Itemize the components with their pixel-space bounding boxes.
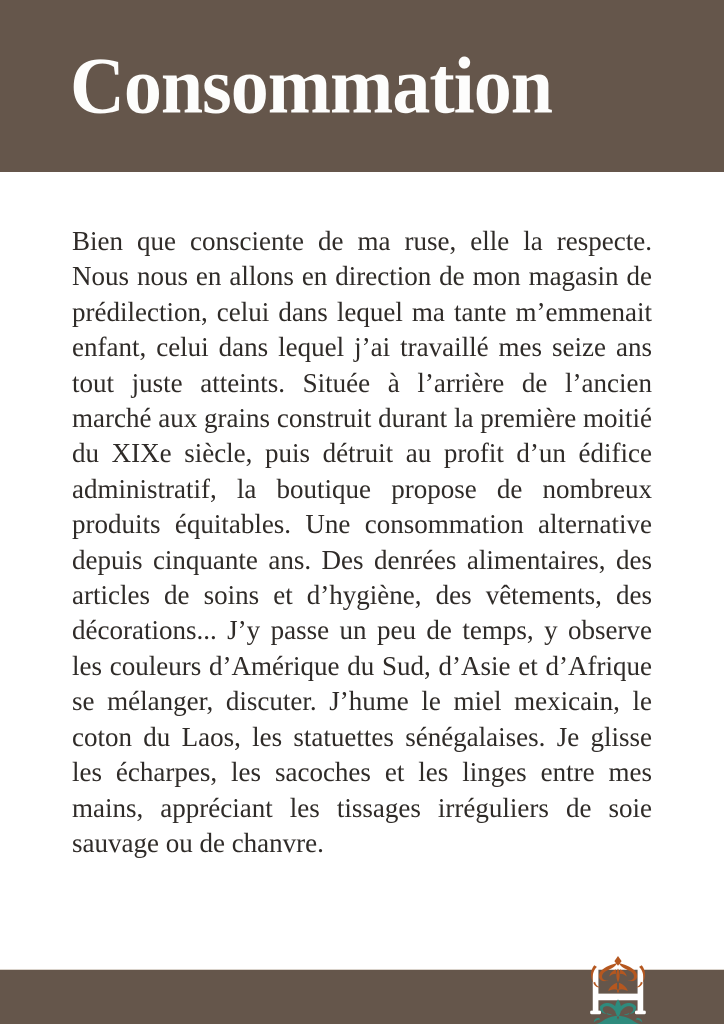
body-paragraph: Bien que consciente de ma ruse, elle la respecte. Nous nous en allons en direction de mon magasin de prédilection, celui dans lequel ma tante m’emmenait enfant, celui dans lequel j’ai travaillé mes seize ans tout juste atteints. Située à l’arrière de l’ancien marché aux grains construit durant la première moitié du XIXe siècle, puis détruit au profit d’un édifice administratif, la boutique propose de nombreux produits équitables. Une consommation alternative depuis cinquante ans. Des denrées alimentaires, des articles de soins et d’hygiène, des vêtements, des décorations... J’y passe un peu de temps, y observe les couleurs d’Amérique du Sud, d’Asie et d’Afrique se mélanger, discuter. J’hume le miel mexicain, le coton du Laos, les statuettes sénégalaises. Je glisse les écharpes, les sacoches et les linges entre mes mains, appréciant les tissages irréguliers de soie sauvage ou de chanvre. [72,226,652,858]
body-text-area [72,172,652,861]
page-header-band [0,0,724,172]
damask-fleur-ornament-icon [586,956,650,1024]
page-title: Consommation [70,41,553,131]
